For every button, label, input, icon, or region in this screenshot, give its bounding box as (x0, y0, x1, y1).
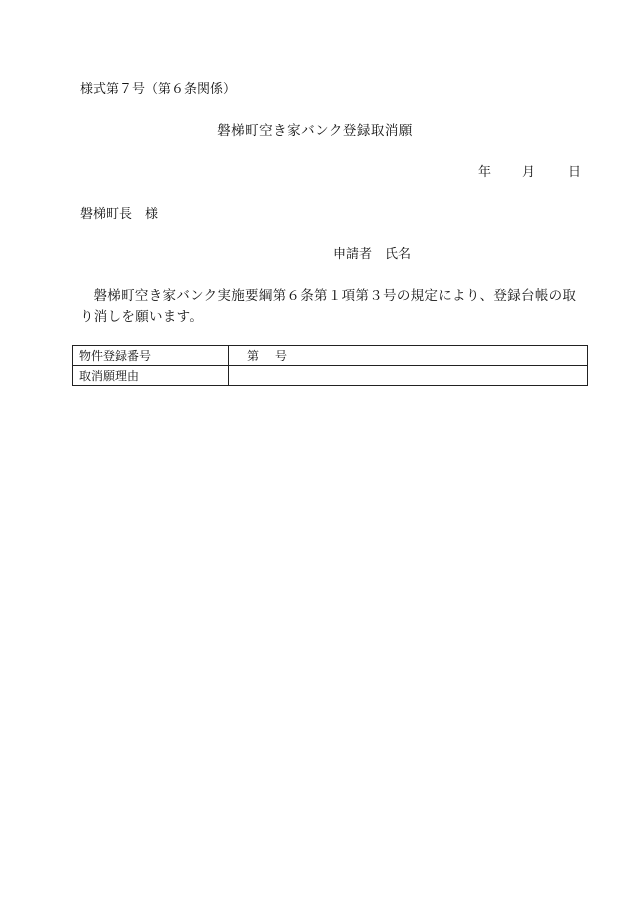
addressee: 磐梯町長 様 (80, 207, 159, 222)
cancellation-reason-label: 取消願理由 (73, 366, 229, 386)
registration-table (72, 345, 588, 386)
property-registration-number-field[interactable] (229, 346, 588, 366)
cancellation-reason-field[interactable] (229, 366, 588, 386)
property-registration-number-label: 物件登録番号 (73, 346, 229, 366)
date-line (478, 165, 581, 181)
request-body-text: 磐梯町空き家バンク実施要綱第６条第１項第３号の規定により、登録台帳の取り消しを願います。 (80, 288, 577, 325)
date-year-label: 年 (478, 165, 492, 180)
registration-number-prefix: 第 (247, 348, 260, 363)
date-month-label: 月 (522, 165, 536, 180)
table-row (73, 366, 588, 386)
table-row (73, 346, 588, 366)
date-day-label: 日 (568, 165, 582, 180)
form-number: 様式第７号（第６条関係） (80, 82, 237, 97)
applicant-name-label: 申請者 氏名 (333, 247, 412, 262)
registration-number-suffix: 号 (275, 348, 288, 363)
document-title: 磐梯町空き家バンク登録取消願 (217, 123, 413, 139)
